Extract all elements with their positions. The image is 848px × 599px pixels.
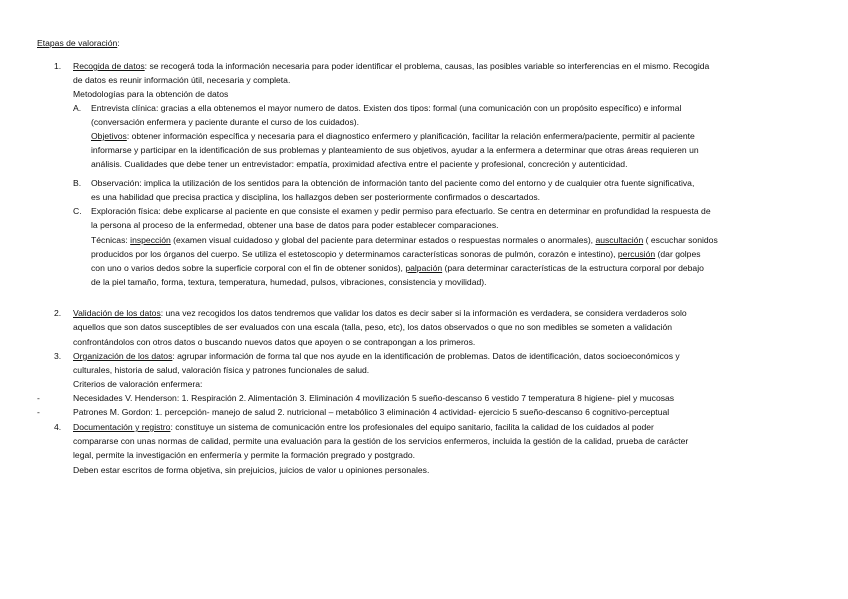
section-2-line-3: confrontándolos con otros datos o buscando nuevos datos que apoyen o se contrapongan a los primeros.: [73, 337, 476, 347]
section-3-line-2: culturales, historia de salud, valoración física y patrones funcionales de salud.: [73, 365, 370, 375]
section-1-line-3: Metodologías para la obtención de datos: [73, 89, 229, 99]
item-a-line-2: (conversación enfermera y paciente durante el curso de los cuidados).: [91, 117, 359, 127]
item-c-line-6: de la piel tamaño, forma, textura, temperatura, humedad, pulsos, vibraciones, consistencia y movilidad).: [91, 277, 487, 287]
page-heading: Etapas de valoración:: [37, 38, 120, 48]
section-3-line-1: Organización de los datos: agrupar información de forma tal que nos ayude en la identificación de problemas. Datos de identificación, datos socioeconómicos y: [73, 351, 680, 361]
item-b-line-2: es una habilidad que precisa practica y disciplina, los hallazgos deben ser posteriormente confirmados o descartados.: [91, 192, 541, 202]
percussion-term: percusión: [617, 249, 656, 259]
objectives-label: Objetivos: [91, 131, 127, 141]
section-1-title: Recogida de datos: [73, 61, 145, 71]
auscultation-term: auscultación: [595, 235, 644, 245]
item-b-line-1: Observación: implica la utilización de los sentidos para la obtención de información tanto del paciente como del entorno y de cualquier otra fuente significativa,: [91, 178, 695, 188]
section-4-line-4: Deben estar escritos de forma objetiva, sin prejuicios, juicios de valor u opiniones personales.: [73, 465, 430, 475]
section-4-number: 4.: [54, 422, 62, 432]
dash-marker-1: -: [37, 393, 40, 403]
section-1-number: 1.: [54, 61, 62, 71]
item-c-letter: C.: [73, 206, 82, 216]
item-a-line-1: Entrevista clínica: gracias a ella obtenemos el mayor numero de datos. Existen dos tipos: formal (una comunicación con un propósito específico) e informal: [91, 103, 682, 113]
item-a-line-5: análisis. Cualidades que debe tener un entrevistador: empatía, proximidad afectiva entre el paciente y profesional, concreción y autenticidad.: [91, 159, 628, 169]
section-1-line-1: Recogida de datos: se recogerá toda la información necesaria para poder identificar el problema, causas, las posibles variable so interferencias en el mismo. Recogida: [73, 61, 710, 71]
section-2-number: 2.: [54, 308, 62, 318]
section-4-line-1: Documentación y registro: constituye un sistema de comunicación entre los profesionales del equipo sanitario, facilita la calidad de los cuidados al poder: [73, 422, 654, 432]
item-c-line-2: la persona al proceso de la enfermedad, obtener una base de datos para poder establecer comparaciones.: [91, 220, 499, 230]
section-2-title: Validación de los datos: [73, 308, 161, 318]
item-c-line-3: Técnicas: inspección (examen visual cuidadoso y global del paciente para determinar estados o respuestas normales o anormales), auscultación ( escuchar sonidos: [91, 235, 718, 245]
section-3-title: Organización de los datos: [73, 351, 173, 361]
henderson-needs: Necesidades V. Henderson: 1. Respiración 2. Alimentación 3. Eliminación 4 movilización 5 sueño-descanso 6 vestido 7 temperatura 8 higiene- piel y mucosas: [73, 393, 675, 403]
dash-marker-2: -: [37, 407, 40, 417]
item-c-line-5: con uno o varios dedos sobre la superficie corporal con el fin de obtener sonidos), palpación (para determinar características de la estructura corporal por debajo: [91, 263, 704, 273]
item-c-line-1: Exploración física: debe explicarse al paciente en que consiste el examen y pedir permiso para efectuarlo. Se centra en determinar en profundidad la respuesta de: [91, 206, 711, 216]
gordon-patterns: Patrones M. Gordon: 1. percepción- manejo de salud 2. nutricional – metabólico 3 eliminación 4 actividad- ejercicio 5 sueño-descanso 6 cognitivo-perceptual: [73, 407, 670, 417]
inspection-term: inspección: [130, 235, 171, 245]
section-4-line-2: compararse con unas normas de calidad, permite una evaluación para la gestión de los servicios enfermeros, incluida la gestión de la calidad, prueba de carácter: [73, 436, 689, 446]
section-2-line-1: Validación de los datos: una vez recogidos los datos tendremos que validar los datos es decir saber si la información es verdadera, se considera verdaderos solo: [73, 308, 687, 318]
item-c-line-4: producidos por los órganos del cuerpo. Se utiliza el estetoscopio y determinamos características sonoras de pulmón, corazón e intestino), percusión (dar golpes: [91, 249, 701, 259]
item-b-letter: B.: [73, 178, 82, 188]
item-a-letter: A.: [73, 103, 82, 113]
item-a-line-3: Objetivos: obtener información específica y necesaria para el diagnostico enfermero y planificación, facilitar la relación enfermera/paciente, permitir al paciente: [91, 131, 695, 141]
section-3-line-3: Criterios de valoración enfermera:: [73, 379, 203, 389]
section-4-title: Documentación y registro: [73, 422, 171, 432]
section-2-line-2: aquellos que son datos susceptibles de ser evaluados con una escala (talla, peso, etc), los datos observados o que no son medibles se someten a validación: [73, 322, 673, 332]
section-3-number: 3.: [54, 351, 62, 361]
section-1-line-2: de datos es reunir información útil, necesaria y completa.: [73, 75, 291, 85]
section-4-line-3: legal, permite la investigación en enfermería y permite la formación pregrado y postgrado.: [73, 450, 416, 460]
palpation-term: palpación: [405, 263, 443, 273]
item-a-line-4: informarse y participar en la identificación de sus problemas y planteamiento de sus objetivos, ayudar a la enfermera a determinar que otras áreas requieren un: [91, 145, 699, 155]
